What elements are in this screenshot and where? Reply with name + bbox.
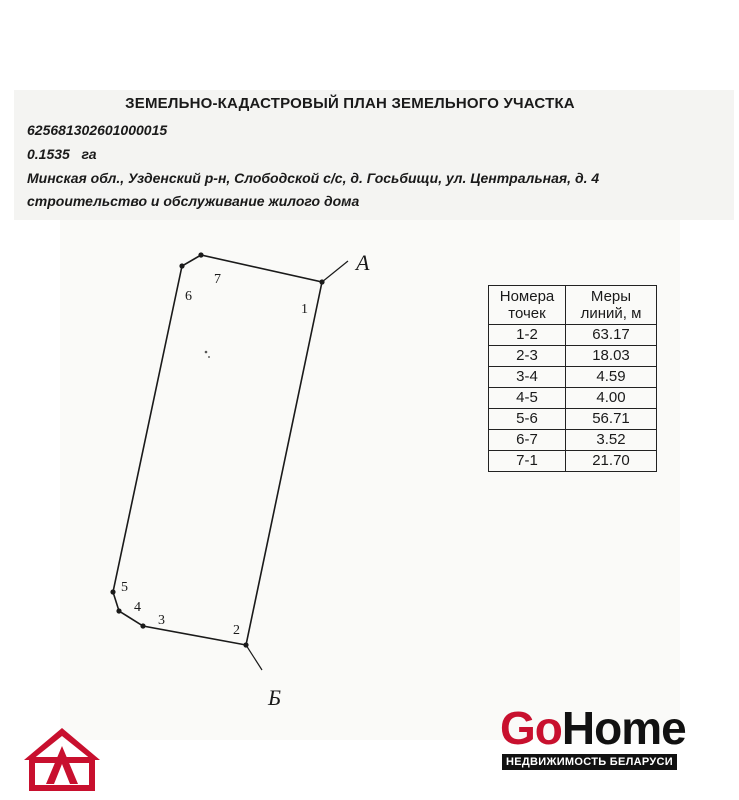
direction-label-a: А xyxy=(356,250,370,275)
segment-cell: 5-6 xyxy=(489,409,566,430)
length-cell: 3.52 xyxy=(566,430,657,451)
table-row xyxy=(489,409,657,430)
logo-go-text: Go xyxy=(500,702,562,754)
scan-speck xyxy=(208,356,210,358)
segment-cell: 2-3 xyxy=(489,346,566,367)
length-cell: 4.59 xyxy=(566,367,657,388)
segment-cell: 1-2 xyxy=(489,325,566,346)
plot-purpose: строительство и обслуживание жилого дома xyxy=(27,193,360,209)
point-label-2: 2 xyxy=(233,623,240,638)
gohome-logo xyxy=(500,704,700,770)
length-cell: 21.70 xyxy=(566,451,657,472)
point-label-5: 5 xyxy=(121,580,128,595)
segment-cell: 4-5 xyxy=(489,388,566,409)
point-marker-6 xyxy=(179,263,184,268)
gohome-wordmark xyxy=(500,704,700,752)
logo-home-text: Home xyxy=(561,702,686,754)
plot-boundary xyxy=(113,255,322,645)
length-cell: 56.71 xyxy=(566,409,657,430)
length-cell: 18.03 xyxy=(566,346,657,367)
table-header-row xyxy=(489,286,657,325)
table-row xyxy=(489,367,657,388)
document-title: ЗЕМЕЛЬНО-КАДАСТРОВЫЙ ПЛАН ЗЕМЕЛЬНОГО УЧАСТКА xyxy=(125,95,575,112)
table-row xyxy=(489,430,657,451)
table-row xyxy=(489,451,657,472)
point-marker-3 xyxy=(140,623,145,628)
direction-line-a xyxy=(322,261,348,282)
table-row xyxy=(489,388,657,409)
point-marker-5 xyxy=(110,589,115,594)
scan-speck xyxy=(205,351,208,354)
length-cell: 63.17 xyxy=(566,325,657,346)
point-marker-4 xyxy=(116,608,121,613)
point-label-3: 3 xyxy=(158,613,165,628)
point-label-7: 7 xyxy=(214,272,221,287)
segment-cell: 7-1 xyxy=(489,451,566,472)
segment-cell: 6-7 xyxy=(489,430,566,451)
length-cell: 4.00 xyxy=(566,388,657,409)
point-label-1: 1 xyxy=(301,302,308,317)
point-marker-1 xyxy=(319,279,324,284)
table-row xyxy=(489,325,657,346)
point-label-4: 4 xyxy=(134,600,141,615)
direction-label-b: Б xyxy=(268,685,281,710)
plot-address: Минская обл., Узденский р-н, Слободской с/с, д. Госьбищи, ул. Центральная, д. 4 xyxy=(27,170,600,186)
header-line-lengths: Меры линий, м xyxy=(566,286,657,325)
point-marker-7 xyxy=(198,252,203,257)
point-marker-2 xyxy=(243,642,248,647)
cadastral-number: 625681302601000015 xyxy=(27,122,168,138)
measurements-table xyxy=(488,285,657,472)
segment-cell: 3-4 xyxy=(489,367,566,388)
direction-line-b xyxy=(246,645,262,670)
house-a-icon xyxy=(22,724,102,797)
logo-tagline: НЕДВИЖИМОСТЬ БЕЛАРУСИ xyxy=(502,754,677,770)
header-point-numbers: Номера точек xyxy=(489,286,566,325)
point-label-6: 6 xyxy=(185,289,192,304)
plot-area: 0.1535 га xyxy=(27,146,97,162)
table-row xyxy=(489,346,657,367)
